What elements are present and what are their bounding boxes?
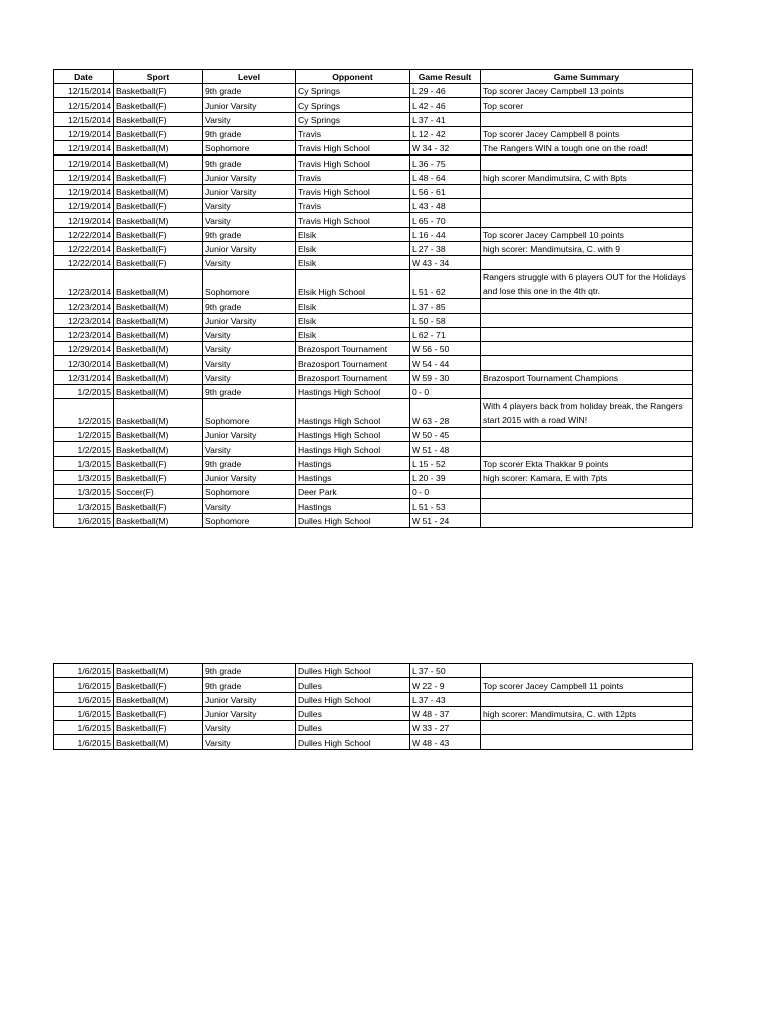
summary-cell <box>481 428 693 442</box>
sport-cell: Basketball(F) <box>114 126 203 140</box>
level-cell: Varsity <box>203 112 296 126</box>
header-game-summary: Game Summary <box>481 70 693 84</box>
summary-cell: Top scorer Ekta Thakkar 9 points <box>481 456 693 470</box>
result-cell: L 36 - 75 <box>410 155 481 170</box>
opponent-cell: Dulles <box>296 706 410 720</box>
opponent-cell: Travis High School <box>296 141 410 156</box>
level-cell: Varsity <box>203 442 296 456</box>
sport-cell: Basketball(F) <box>114 170 203 184</box>
sport-cell: Basketball(F) <box>114 112 203 126</box>
header-date: Date <box>54 70 114 84</box>
level-cell: Junior Varsity <box>203 313 296 327</box>
sport-cell: Basketball(M) <box>114 184 203 198</box>
summary-cell <box>481 313 693 327</box>
table-row <box>54 399 693 428</box>
summary-cell <box>481 721 693 735</box>
opponent-cell: Brazosport Tournament <box>296 356 410 370</box>
result-cell: W 48 - 37 <box>410 706 481 720</box>
sport-cell: Basketball(F) <box>114 706 203 720</box>
level-cell: Varsity <box>203 499 296 513</box>
level-cell: Sophomore <box>203 513 296 527</box>
opponent-cell: Dulles High School <box>296 513 410 527</box>
result-cell: W 51 - 24 <box>410 513 481 527</box>
result-cell: L 50 - 58 <box>410 313 481 327</box>
table-row <box>54 513 693 527</box>
level-cell: Junior Varsity <box>203 98 296 112</box>
header-opponent: Opponent <box>296 70 410 84</box>
result-cell: W 48 - 43 <box>410 735 481 749</box>
table-row <box>54 499 693 513</box>
summary-cell: high scorer: Mandimutsira, C. with 9 <box>481 241 693 255</box>
level-cell: Junior Varsity <box>203 706 296 720</box>
sport-cell: Basketball(M) <box>114 399 203 428</box>
summary-cell <box>481 442 693 456</box>
table-row <box>54 706 693 720</box>
opponent-cell: Hastings <box>296 456 410 470</box>
summary-cell: Rangers struggle with 6 players OUT for the Holidays and lose this one in the 4th qtr. <box>481 270 693 299</box>
table-row <box>54 98 693 112</box>
summary-cell <box>481 213 693 227</box>
table-row <box>54 141 693 156</box>
result-cell: W 54 - 44 <box>410 356 481 370</box>
result-cell: W 22 - 9 <box>410 678 481 692</box>
level-cell: Varsity <box>203 256 296 270</box>
summary-cell <box>481 299 693 313</box>
summary-cell <box>481 356 693 370</box>
date-cell: 1/2/2015 <box>54 442 114 456</box>
result-cell: 0 - 0 <box>410 485 481 499</box>
opponent-cell: Dulles <box>296 678 410 692</box>
level-cell: 9th grade <box>203 456 296 470</box>
result-cell: L 15 - 52 <box>410 456 481 470</box>
date-cell: 1/3/2015 <box>54 456 114 470</box>
sport-cell: Basketball(M) <box>114 270 203 299</box>
result-cell: L 56 - 61 <box>410 184 481 198</box>
level-cell: Junior Varsity <box>203 470 296 484</box>
sport-cell: Basketball(M) <box>114 692 203 706</box>
sport-cell: Basketball(M) <box>114 299 203 313</box>
result-cell: L 42 - 46 <box>410 98 481 112</box>
level-cell: 9th grade <box>203 299 296 313</box>
date-cell: 12/19/2014 <box>54 141 114 156</box>
summary-cell <box>481 499 693 513</box>
table-row <box>54 313 693 327</box>
table-row <box>54 664 693 678</box>
table-row <box>54 256 693 270</box>
table-row <box>54 721 693 735</box>
table-body <box>54 664 693 750</box>
date-cell: 1/3/2015 <box>54 499 114 513</box>
date-cell: 12/19/2014 <box>54 184 114 198</box>
schedule-table-page-1 <box>53 69 693 528</box>
sport-cell: Basketball(M) <box>114 513 203 527</box>
result-cell: L 37 - 85 <box>410 299 481 313</box>
opponent-cell: Elsik <box>296 299 410 313</box>
sport-cell: Basketball(F) <box>114 499 203 513</box>
level-cell: Sophomore <box>203 270 296 299</box>
summary-cell <box>481 342 693 356</box>
summary-cell <box>481 199 693 213</box>
level-cell: Varsity <box>203 213 296 227</box>
summary-cell: Top scorer <box>481 98 693 112</box>
sport-cell: Basketball(M) <box>114 384 203 398</box>
opponent-cell: Hastings <box>296 499 410 513</box>
summary-cell: With 4 players back from holiday break, the Rangers start 2015 with a road WIN! <box>481 399 693 428</box>
result-cell: W 50 - 45 <box>410 428 481 442</box>
date-cell: 12/23/2014 <box>54 327 114 341</box>
summary-cell: Brazosport Tournament Champions <box>481 370 693 384</box>
summary-cell <box>481 327 693 341</box>
summary-cell: Top scorer Jacey Campbell 13 points <box>481 84 693 98</box>
date-cell: 12/29/2014 <box>54 342 114 356</box>
sport-cell: Soccer(F) <box>114 485 203 499</box>
date-cell: 1/6/2015 <box>54 678 114 692</box>
table-row <box>54 241 693 255</box>
date-cell: 1/6/2015 <box>54 513 114 527</box>
sport-cell: Basketball(F) <box>114 227 203 241</box>
level-cell: Junior Varsity <box>203 428 296 442</box>
opponent-cell: Elsik <box>296 227 410 241</box>
result-cell: W 63 - 28 <box>410 399 481 428</box>
table-row <box>54 327 693 341</box>
date-cell: 12/19/2014 <box>54 199 114 213</box>
result-cell: L 43 - 48 <box>410 199 481 213</box>
opponent-cell: Travis <box>296 170 410 184</box>
sport-cell: Basketball(F) <box>114 470 203 484</box>
sport-cell: Basketball(F) <box>114 678 203 692</box>
date-cell: 12/22/2014 <box>54 256 114 270</box>
date-cell: 1/2/2015 <box>54 399 114 428</box>
level-cell: Varsity <box>203 370 296 384</box>
level-cell: Varsity <box>203 199 296 213</box>
sport-cell: Basketball(M) <box>114 327 203 341</box>
date-cell: 1/2/2015 <box>54 428 114 442</box>
table-row <box>54 84 693 98</box>
result-cell: L 37 - 50 <box>410 664 481 678</box>
opponent-cell: Cy Springs <box>296 84 410 98</box>
level-cell: 9th grade <box>203 227 296 241</box>
result-cell: L 16 - 44 <box>410 227 481 241</box>
table-row <box>54 356 693 370</box>
date-cell: 12/15/2014 <box>54 98 114 112</box>
opponent-cell: Travis High School <box>296 213 410 227</box>
opponent-cell: Hastings High School <box>296 399 410 428</box>
opponent-cell: Cy Springs <box>296 112 410 126</box>
opponent-cell: Elsik <box>296 256 410 270</box>
level-cell: 9th grade <box>203 126 296 140</box>
sport-cell: Basketball(F) <box>114 98 203 112</box>
table-row <box>54 270 693 299</box>
opponent-cell: Elsik <box>296 313 410 327</box>
opponent-cell: Dulles High School <box>296 692 410 706</box>
summary-cell <box>481 664 693 678</box>
table-row <box>54 692 693 706</box>
sport-cell: Basketball(M) <box>114 428 203 442</box>
result-cell: L 62 - 71 <box>410 327 481 341</box>
level-cell: 9th grade <box>203 664 296 678</box>
opponent-cell: Brazosport Tournament <box>296 370 410 384</box>
level-cell: Varsity <box>203 327 296 341</box>
date-cell: 1/3/2015 <box>54 470 114 484</box>
result-cell: L 37 - 41 <box>410 112 481 126</box>
level-cell: Varsity <box>203 342 296 356</box>
sport-cell: Basketball(M) <box>114 313 203 327</box>
opponent-cell: Hastings High School <box>296 428 410 442</box>
opponent-cell: Travis <box>296 199 410 213</box>
result-cell: W 33 - 27 <box>410 721 481 735</box>
table-row <box>54 428 693 442</box>
table-row <box>54 470 693 484</box>
level-cell: Varsity <box>203 721 296 735</box>
level-cell: 9th grade <box>203 155 296 170</box>
opponent-cell: Elsik <box>296 327 410 341</box>
date-cell: 12/23/2014 <box>54 299 114 313</box>
date-cell: 1/2/2015 <box>54 384 114 398</box>
table-row <box>54 442 693 456</box>
opponent-cell: Dulles <box>296 721 410 735</box>
table-row <box>54 384 693 398</box>
header-sport: Sport <box>114 70 203 84</box>
sport-cell: Basketball(M) <box>114 141 203 156</box>
result-cell: L 29 - 46 <box>410 84 481 98</box>
opponent-cell: Dulles High School <box>296 664 410 678</box>
result-cell: W 59 - 30 <box>410 370 481 384</box>
table-row <box>54 678 693 692</box>
table-row <box>54 213 693 227</box>
opponent-cell: Travis High School <box>296 184 410 198</box>
summary-cell <box>481 155 693 170</box>
table-body <box>54 84 693 528</box>
summary-cell: Top scorer Jacey Campbell 8 points <box>481 126 693 140</box>
table-row <box>54 299 693 313</box>
date-cell: 1/6/2015 <box>54 735 114 749</box>
opponent-cell: Cy Springs <box>296 98 410 112</box>
date-cell: 1/6/2015 <box>54 706 114 720</box>
opponent-cell: Brazosport Tournament <box>296 342 410 356</box>
sport-cell: Basketball(M) <box>114 213 203 227</box>
summary-cell <box>481 485 693 499</box>
opponent-cell: Travis High School <box>296 155 410 170</box>
result-cell: W 43 - 34 <box>410 256 481 270</box>
result-cell: L 27 - 38 <box>410 241 481 255</box>
header-level: Level <box>203 70 296 84</box>
table-row <box>54 112 693 126</box>
date-cell: 12/15/2014 <box>54 84 114 98</box>
table-row <box>54 184 693 198</box>
date-cell: 12/22/2014 <box>54 227 114 241</box>
result-cell: 0 - 0 <box>410 384 481 398</box>
result-cell: W 56 - 50 <box>410 342 481 356</box>
sport-cell: Basketball(F) <box>114 721 203 735</box>
opponent-cell: Dulles High School <box>296 735 410 749</box>
level-cell: Varsity <box>203 735 296 749</box>
date-cell: 12/19/2014 <box>54 126 114 140</box>
date-cell: 12/19/2014 <box>54 170 114 184</box>
header-row <box>54 70 693 84</box>
sport-cell: Basketball(M) <box>114 356 203 370</box>
level-cell: 9th grade <box>203 678 296 692</box>
summary-cell: high scorer: Kamara, E with 7pts <box>481 470 693 484</box>
summary-cell: Top scorer Jacey Campbell 10 points <box>481 227 693 241</box>
opponent-cell: Travis <box>296 126 410 140</box>
sport-cell: Basketball(F) <box>114 456 203 470</box>
result-cell: L 51 - 62 <box>410 270 481 299</box>
level-cell: Sophomore <box>203 485 296 499</box>
sport-cell: Basketball(F) <box>114 84 203 98</box>
table-row <box>54 456 693 470</box>
result-cell: L 20 - 39 <box>410 470 481 484</box>
schedule-table-page-2 <box>53 663 693 750</box>
result-cell: L 37 - 43 <box>410 692 481 706</box>
date-cell: 12/23/2014 <box>54 270 114 299</box>
summary-cell <box>481 735 693 749</box>
sport-cell: Basketball(F) <box>114 256 203 270</box>
header-game-result: Game Result <box>410 70 481 84</box>
table-row <box>54 227 693 241</box>
table-row <box>54 199 693 213</box>
level-cell: Junior Varsity <box>203 170 296 184</box>
summary-cell <box>481 112 693 126</box>
table-row <box>54 126 693 140</box>
table-row <box>54 170 693 184</box>
level-cell: Varsity <box>203 356 296 370</box>
opponent-cell: Deer Park <box>296 485 410 499</box>
opponent-cell: Elsik <box>296 241 410 255</box>
date-cell: 12/15/2014 <box>54 112 114 126</box>
summary-cell <box>481 513 693 527</box>
date-cell: 12/19/2014 <box>54 213 114 227</box>
result-cell: L 48 - 64 <box>410 170 481 184</box>
table-row <box>54 370 693 384</box>
opponent-cell: Hastings <box>296 470 410 484</box>
date-cell: 1/3/2015 <box>54 485 114 499</box>
sport-cell: Basketball(M) <box>114 735 203 749</box>
sport-cell: Basketball(M) <box>114 155 203 170</box>
date-cell: 12/30/2014 <box>54 356 114 370</box>
result-cell: L 12 - 42 <box>410 126 481 140</box>
level-cell: 9th grade <box>203 384 296 398</box>
date-cell: 12/19/2014 <box>54 155 114 170</box>
level-cell: Junior Varsity <box>203 692 296 706</box>
sport-cell: Basketball(F) <box>114 241 203 255</box>
summary-cell <box>481 184 693 198</box>
table-row <box>54 342 693 356</box>
summary-cell <box>481 384 693 398</box>
summary-cell: The Rangers WIN a tough one on the road! <box>481 141 693 156</box>
date-cell: 12/31/2014 <box>54 370 114 384</box>
date-cell: 1/6/2015 <box>54 721 114 735</box>
result-cell: L 65 - 70 <box>410 213 481 227</box>
date-cell: 1/6/2015 <box>54 692 114 706</box>
sport-cell: Basketball(M) <box>114 342 203 356</box>
date-cell: 12/23/2014 <box>54 313 114 327</box>
sport-cell: Basketball(M) <box>114 664 203 678</box>
result-cell: L 51 - 53 <box>410 499 481 513</box>
opponent-cell: Hastings High School <box>296 442 410 456</box>
sport-cell: Basketball(F) <box>114 199 203 213</box>
table-row <box>54 485 693 499</box>
summary-cell: Top scorer Jacey Campbell 11 points <box>481 678 693 692</box>
level-cell: Junior Varsity <box>203 241 296 255</box>
table-row <box>54 735 693 749</box>
level-cell: 9th grade <box>203 84 296 98</box>
level-cell: Junior Varsity <box>203 184 296 198</box>
date-cell: 12/22/2014 <box>54 241 114 255</box>
opponent-cell: Elsik High School <box>296 270 410 299</box>
summary-cell: high scorer: Mandimutsira, C. with 12pts <box>481 706 693 720</box>
sport-cell: Basketball(M) <box>114 442 203 456</box>
result-cell: W 34 - 32 <box>410 141 481 156</box>
summary-cell <box>481 256 693 270</box>
summary-cell: high scorer Mandimutsira, C with 8pts <box>481 170 693 184</box>
result-cell: W 51 - 48 <box>410 442 481 456</box>
level-cell: Sophomore <box>203 399 296 428</box>
date-cell: 1/6/2015 <box>54 664 114 678</box>
summary-cell <box>481 692 693 706</box>
opponent-cell: Hastings High School <box>296 384 410 398</box>
table-row <box>54 155 693 170</box>
level-cell: Sophomore <box>203 141 296 156</box>
sport-cell: Basketball(M) <box>114 370 203 384</box>
